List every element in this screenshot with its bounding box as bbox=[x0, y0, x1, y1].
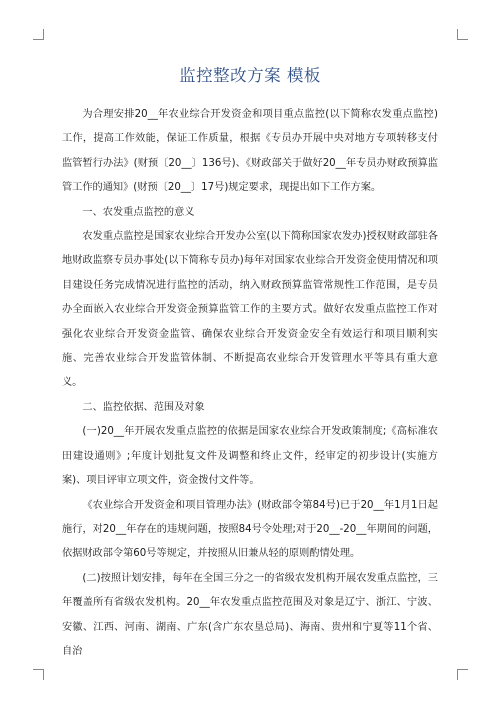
crop-mark-top-left bbox=[33, 29, 44, 40]
section-heading-significance: 一、农发重点监控的意义 bbox=[82, 206, 195, 218]
document-title: 监控整改方案 模板 bbox=[179, 66, 321, 85]
section-heading-basis-scope: 二、监控依据、范围及对象 bbox=[82, 401, 205, 413]
paragraph-significance: 农发重点监控是国家农业综合开发办公室(以下简称国家农发办)授权财政部驻各地财政监察专员办事处(以下简称专员办)每年对国家农业综合开发资金使用情况和项目建设任务完成情况进行监控的活动，纳入财政预算监管常规性工作范围，是专员办全面嵌入农业综合开发资金预算监管工作的主要方式。做好农发重点监控工作对强化农业综合开发资金监管、确保农业综合开发资金安全有效运行和项目顺利实施、完善农业综合开发监管体制、不断提高农业综合开发管理水平等具有重大意义。 bbox=[62, 231, 438, 389]
document-body bbox=[62, 103, 438, 664]
crop-mark-bottom-left bbox=[33, 669, 44, 680]
crop-mark-bottom-right bbox=[457, 669, 468, 680]
paragraph-regulation: 《农业综合开发资金和项目管理办法》(财政部令第84号)已于20__年1月1日起施行，对20__年存在的违规问题，按照84号令处理;对于20__-20__年期间的问题，依据财政部令第60号等规定，并按照从旧兼从轻的原则酌情处理。 bbox=[62, 499, 438, 560]
paragraph-basis: (一)20__年开展农发重点监控的依据是国家农业综合开发政策制度;《高标准农田建设通则》;年度计划批复文件及调整和终止文件，经审定的初步设计(实施方案)、项目评审立项文件，资金拨付文件等。 bbox=[62, 426, 438, 487]
paragraph-scope: (二)按照计划安排，每年在全国三分之一的省级农发机构开展农发重点监控，三年覆盖所有省级农发机构。20__年农发重点监控范围及对象是辽宁、浙江、宁波、安徽、江西、河南、湖南、广东(含广东农垦总局)、海南、贵州和宁夏等11个省、自治 bbox=[62, 572, 438, 657]
crop-mark-top-right bbox=[457, 29, 468, 40]
paragraph-intro: 为合理安排20__年农业综合开发资金和项目重点监控(以下简称农发重点监控)工作，提高工作效能，保证工作质量，根据《专员办开展中央对地方专项转移支付监管暂行办法》(财预〔20__〕136号)、《财政部关于做好20__年专员办财政预算监管工作的通知》(财预〔20__〕17号)规定要求，现提出如下工作方案。 bbox=[62, 109, 438, 194]
